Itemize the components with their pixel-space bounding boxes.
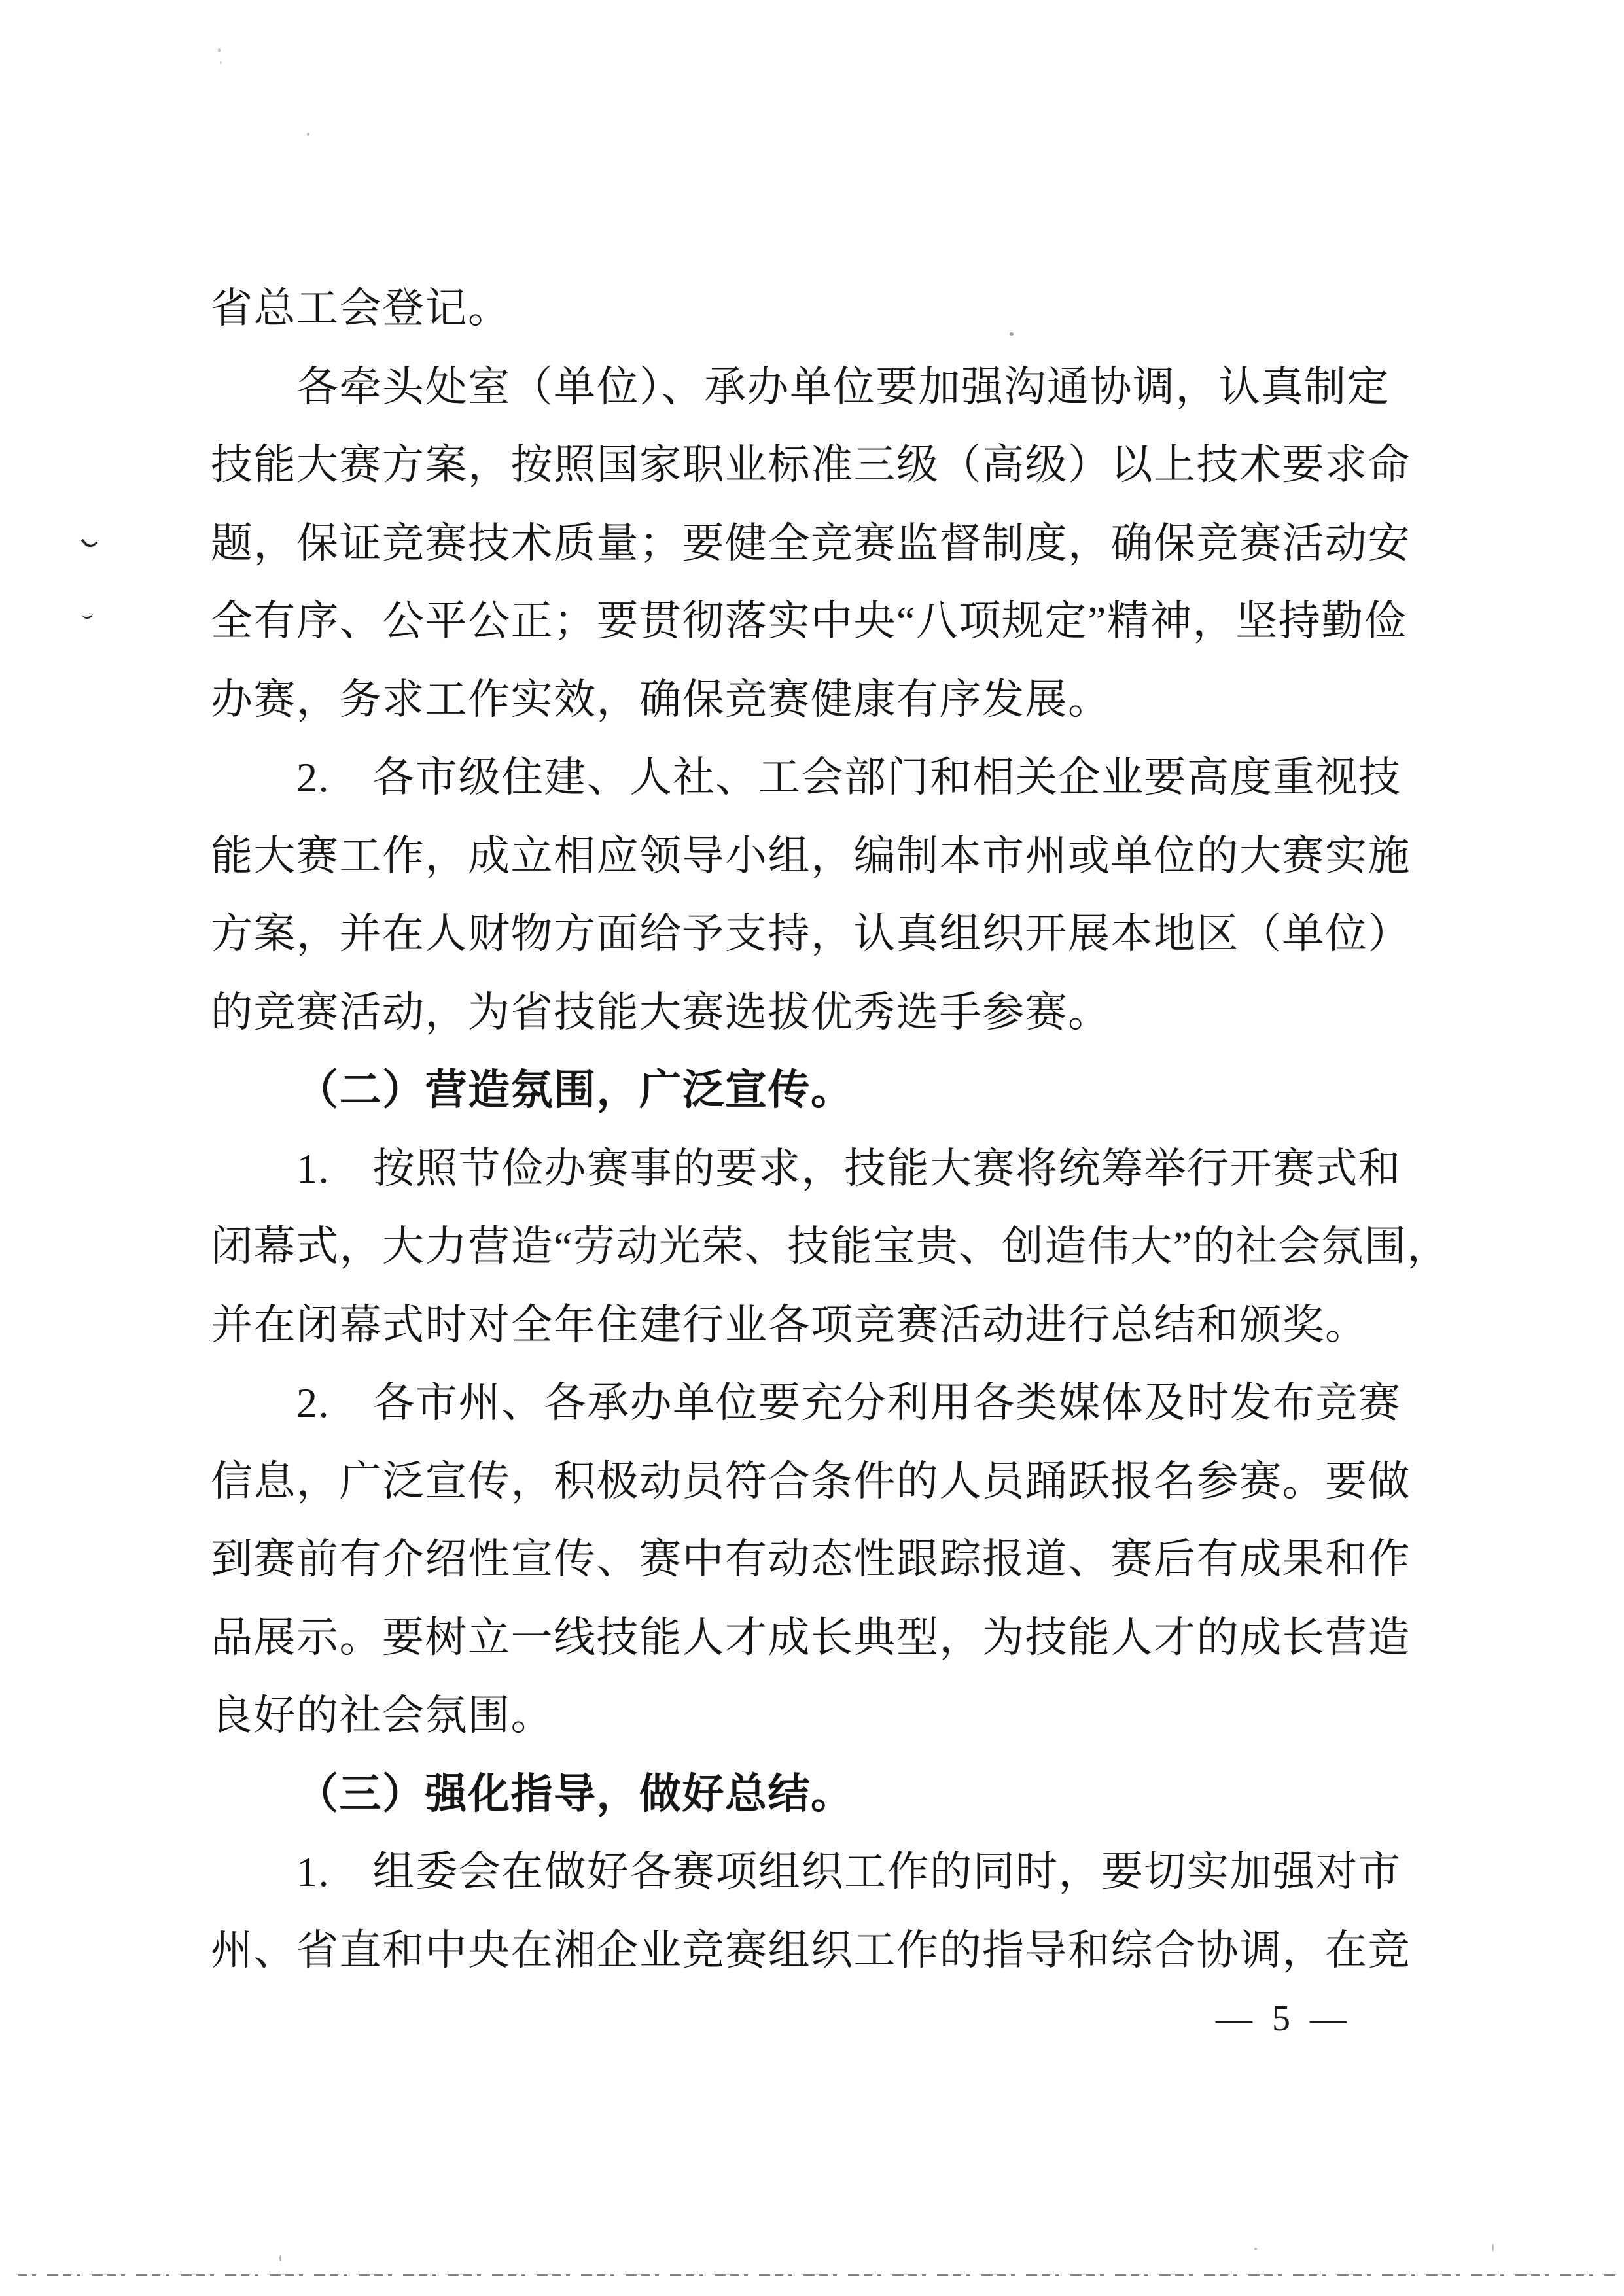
text-line: 信息，广泛宣传，积极动员符合条件的人员踊跃报名参赛。要做 [211,1457,1411,1505]
scan-speck [1254,2248,1257,2250]
text-line: 并在闭幕式时对全年住建行业各项竞赛活动进行总结和颁奖。 [211,1301,1368,1348]
text-line: 良好的社会氛围。 [211,1692,554,1739]
text-line: 题，保证竞赛技术质量；要健全竞赛监督制度，确保竞赛活动安 [211,519,1411,566]
section-heading: （二）营造氛围，广泛宣传。 [296,1067,854,1113]
text-line: 能大赛工作，成立相应领导小组，编制本市州或单位的大赛实施 [211,832,1411,879]
text-line: 方案，并在人财物方面给予支持，认真组织开展本地区（单位） [211,911,1411,957]
section-heading: （三）强化指导，做好总结。 [296,1770,854,1817]
text-line: 州、省直和中央在湘企业竞赛组织工作的指导和综合协调，在竞 [211,1926,1411,1974]
text-line: 闭幕式，大力营造“劳动光荣、技能宝贵、创造伟大”的社会氛围， [211,1223,1450,1270]
margin-stray-mark [81,610,94,619]
text-line: 办赛，务求工作实效，确保竞赛健康有序发展。 [211,676,1111,723]
page-number: — 5 — [1216,1998,1352,2039]
text-line: 2. 各市州、各承办单位要充分利用各类媒体及时发布竞赛 [296,1380,1402,1426]
text-line: 品展示。要树立一线技能人才成长典型，为技能人才的成长营造 [211,1614,1411,1661]
scan-speck [1010,332,1014,336]
text-line: 的竞赛活动，为省技能大赛选拔优秀选手参赛。 [211,988,1111,1035]
scan-artifact-dotted-line [18,2274,1619,2276]
document-body [211,270,1450,1989]
text-line: 1. 组委会在做好各赛项组织工作的同时，要切实加强对市 [296,1849,1402,1895]
scan-speck [220,61,222,64]
margin-stray-mark [80,533,97,550]
text-line: 各牵头处室（单位）、承办单位要加强沟通协调，认真制定 [296,363,1390,410]
scan-speck [279,2255,281,2261]
text-line: 到赛前有介绍性宣传、赛中有动态性跟踪报道、赛后有成果和作 [211,1536,1411,1582]
text-line: 全有序、公平公正；要贯彻落实中央“八项规定”精神，坚持勤俭 [211,598,1407,644]
text-line: 1. 按照节俭办赛事的要求，技能大赛将统筹举行开赛式和 [296,1145,1402,1192]
scan-speck [307,133,309,136]
scan-speck [218,48,221,52]
scan-speck [1492,2244,1494,2252]
scan-speck [1000,1616,1003,1619]
text-line: 技能大赛方案，按照国家职业标准三级（高级）以上技术要求命 [211,442,1411,488]
text-line: 2. 各市级住建、人社、工会部门和相关企业要高度重视技 [296,754,1402,801]
text-line: 省总工会登记。 [211,285,511,332]
